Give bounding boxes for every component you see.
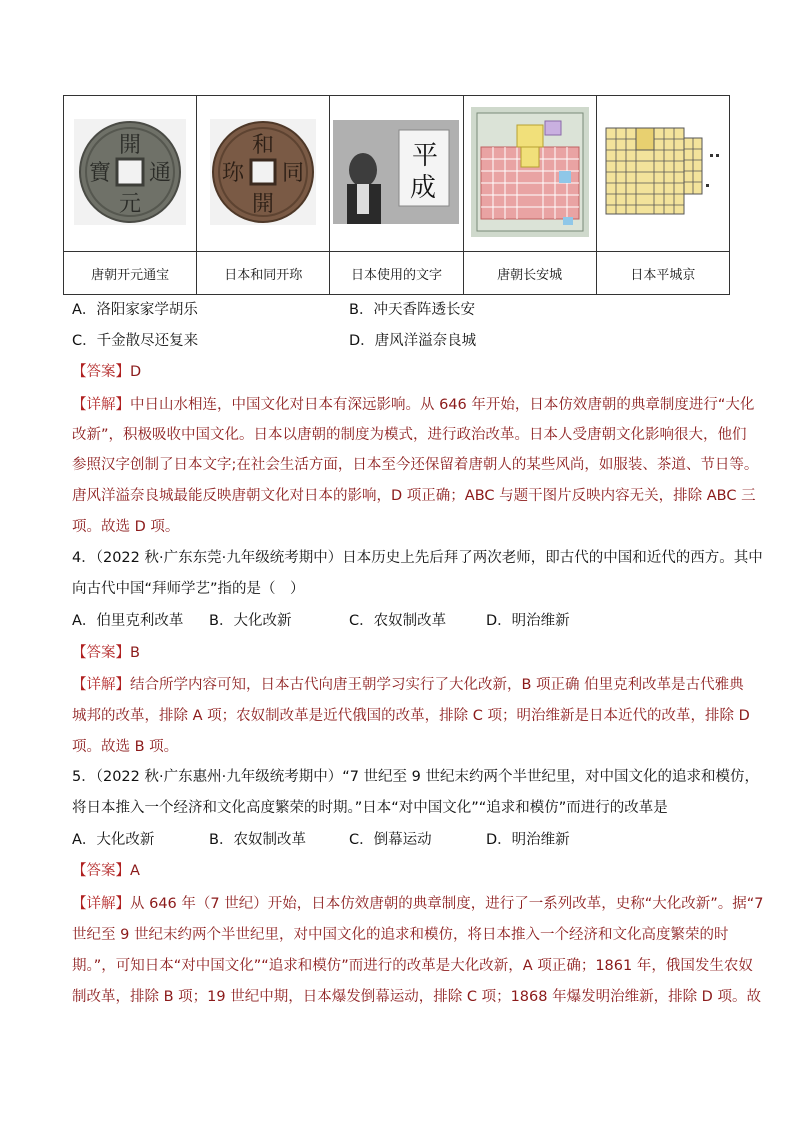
calligraphy-char-1: 平 xyxy=(412,140,439,171)
coin2-char-left: 珎 xyxy=(222,160,245,186)
q3-detail-text-1: 中日山水相连，中国文化对日本有深远影响。从 646 年开始，日本仿效唐朝的典章制度进行“大化 xyxy=(130,397,755,413)
q5-detail-line-1 xyxy=(72,894,764,914)
q5-answer-value: A xyxy=(130,863,140,879)
image-cell-coin-wadokaichin xyxy=(197,96,330,252)
q3-option-b: B．冲天香阵透长安 xyxy=(349,302,475,318)
q3-option-d: D．唐风洋溢奈良城 xyxy=(349,333,477,349)
image-cell-heijo-map xyxy=(596,96,729,252)
q4-detail-line-3: 项。故选 B 项。 xyxy=(72,739,179,755)
q5-detail-tag: 【详解】 xyxy=(72,896,130,912)
q3-detail-line-3: 参照汉字创制了日本文字;在社会生活方面，日本至今还保留着唐朝人的某些风尚，如服装、茶道、节日等。 xyxy=(72,457,759,473)
q3-detail-tag: 【详解】 xyxy=(72,397,130,413)
calligraphy-char-2: 成 xyxy=(410,172,437,203)
heijokyo-map-image xyxy=(602,122,724,222)
caption-kaiyuan-coin: 唐朝开元通宝 xyxy=(64,252,197,295)
q4-detail-text-1: 结合所学内容可知，日本古代向唐王朝学习实行了大化改新，B 项正确 伯里克利改革是古代雅典 xyxy=(130,677,744,693)
caption-japanese-script: 日本使用的文字 xyxy=(330,252,463,295)
coin1-char-bottom: 元 xyxy=(119,191,142,217)
q5-option-b: B．农奴制改革 xyxy=(209,832,306,848)
q4-answer-tag: 【答案】 xyxy=(72,645,130,661)
q4-stem-line-2: 向古代中国“拜师学艺”指的是（ ） xyxy=(72,581,305,597)
wadokaichin-coin-image xyxy=(210,119,316,225)
q5-option-a: A．大化改新 xyxy=(72,832,155,848)
image-cell-coin-kaiyuan xyxy=(64,96,197,252)
q4-option-a: A．伯里克利改革 xyxy=(72,613,184,629)
q4-detail-line-2: 城邦的改革，排除 A 项；农奴制改革是近代俄国的改革，排除 C 项；明治维新是日本近代的改革，排除 D xyxy=(72,708,750,724)
q3-detail-line-2: 改新”，积极吸收中国文化。日本以唐朝的制度为模式，进行政治改革。日本人受唐朝文化影响很大，他们 xyxy=(72,427,747,443)
q3-detail-line-5: 项。故选 D 项。 xyxy=(72,519,180,535)
q5-detail-line-2: 世纪至 9 世纪末约两个半世纪里，对中国文化的追求和模仿，将日本推入一个经济和文化高度繁荣的时 xyxy=(72,927,729,943)
q5-stem-line-2: 将日本推入一个经济和文化高度繁荣的时期。”日本“对中国文化”“追求和模仿”而进行的改革是 xyxy=(72,800,668,816)
q4-detail-line-1 xyxy=(72,675,744,695)
caption-changan-city: 唐朝长安城 xyxy=(463,252,596,295)
q3-detail-line-4: 唐风洋溢奈良城最能反映唐朝文化对日本的影响，D 项正确；ABC 与题干图片反映内容无关，排除 ABC 三 xyxy=(72,488,756,504)
q3-answer-line xyxy=(72,362,141,382)
q4-option-b: B．大化改新 xyxy=(209,613,292,629)
image-table xyxy=(63,95,730,295)
q5-detail-line-4: 制改革，排除 B 项；19 世纪中期，日本爆发倒幕运动，排除 C 项；1868 年爆发明治维新，排除 D 项。故 xyxy=(72,989,761,1005)
q5-option-d: D．明治维新 xyxy=(486,832,570,848)
q3-option-c: C．千金散尽还复来 xyxy=(72,333,199,349)
q4-stem-line-1: 4．（2022 秋·广东东莞·九年级统考期中）日本历史上先后拜了两次老师，即古代的中国和近代的西方。其中 xyxy=(72,550,763,566)
calligraphy-photo-image xyxy=(333,120,459,224)
coin1-char-left: 寶 xyxy=(89,160,112,186)
kaiyuan-coin-image xyxy=(74,119,186,225)
q3-answer-tag: 【答案】 xyxy=(72,364,130,380)
q5-answer-tag: 【答案】 xyxy=(72,863,130,879)
coin2-char-right: 同 xyxy=(282,160,305,186)
q5-stem-line-1: 5．（2022 秋·广东惠州·九年级统考期中）“7 世纪至 9 世纪末约两个半世纪里，对中国文化的追求和模仿， xyxy=(72,769,759,785)
coin1-char-right: 通 xyxy=(149,160,172,186)
q5-answer-line xyxy=(72,861,140,881)
q5-option-c: C．倒幕运动 xyxy=(349,832,432,848)
q4-option-c: C．农奴制改革 xyxy=(349,613,447,629)
q3-detail-line-1 xyxy=(72,395,754,415)
q4-detail-tag: 【详解】 xyxy=(72,677,130,693)
caption-heijokyo: 日本平城京 xyxy=(596,252,729,295)
image-cell-calligraphy xyxy=(330,96,463,252)
coin2-char-bottom: 開 xyxy=(252,191,275,217)
q4-option-d: D．明治维新 xyxy=(486,613,570,629)
coin1-char-top: 開 xyxy=(119,132,142,158)
coin2-char-top: 和 xyxy=(252,132,275,158)
image-cell-changan-map xyxy=(463,96,596,252)
q3-answer-value: D xyxy=(130,364,142,380)
q5-detail-text-1: 从 646 年（7 世纪）开始，日本仿效唐朝的典章制度，进行了一系列改革，史称“大化改新”。据“7 xyxy=(130,896,764,912)
caption-wadokaichin-coin: 日本和同开珎 xyxy=(197,252,330,295)
q4-answer-line xyxy=(72,643,140,663)
q5-detail-line-3: 期。”，可知日本“对中国文化”“追求和模仿”而进行的改革是大化改新，A 项正确；1861 年，俄国发生农奴 xyxy=(72,958,753,974)
q4-answer-value: B xyxy=(130,645,140,661)
q3-option-a: A．洛阳家家学胡乐 xyxy=(72,302,198,318)
changan-city-map-image xyxy=(471,107,589,237)
